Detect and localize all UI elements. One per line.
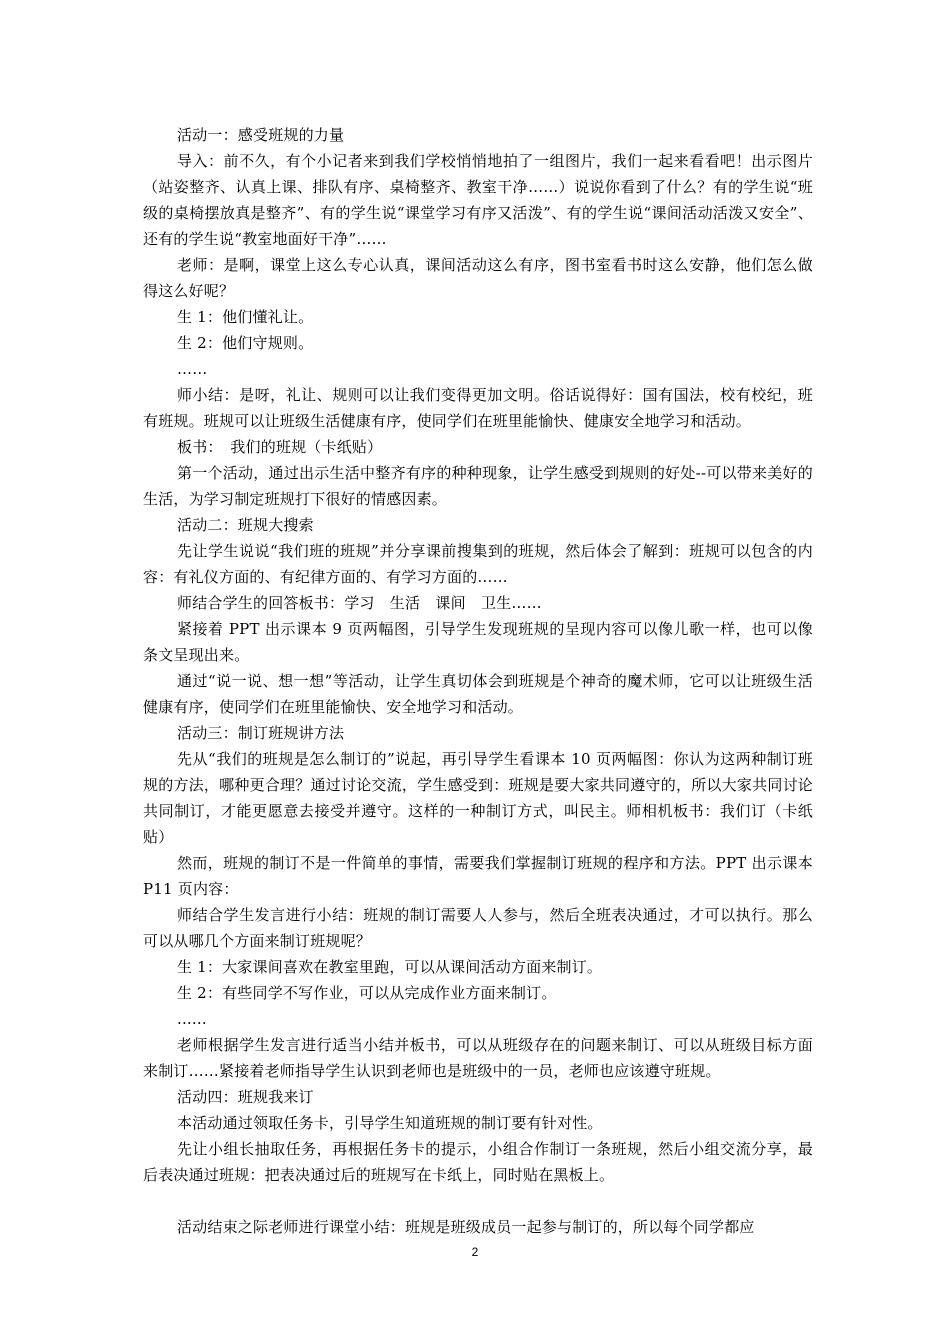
paragraph-teacher-question: 老师：是啊，课堂上这么专心认真，课间活动这么有序，图书室看书时这么安静，他们怎么做得这么好呢？ [143,256,813,300]
paragraph-ellipsis: …… [177,360,208,378]
heading-activity-4: 活动四：班规我来订 [177,1088,314,1106]
paragraph-intro: 导入：前不久，有个小记者来到我们学校悄悄地拍了一组图片，我们一起来看看吧！出示图片（站姿整齐、认真上课、排队有序、桌椅整齐、教室干净……）说说你看到了什么？有的学生说“班级的桌椅摆放真是整齐”、有的学生说“课堂学习有序又活泼”、有的学生说“课间活动活泼又安全”、还有的学生说“教室地面好干净”…… [143,152,813,248]
paragraph-teacher-summary: 师小结：是呀，礼让、规则可以让我们变得更加文明。俗话说得好：国有国法，校有校纪，班有班规。班规可以让班级生活健康有序，使同学们在班里能愉快、健康安全地学习和活动。 [143,386,813,430]
paragraph-teacher-summary-2: 师结合学生发言进行小结：班规的制订需要人人参与，然后全班表决通过，才可以执行。那么可以从哪几个方面来制订班规呢？ [143,906,813,950]
heading-activity-2: 活动二：班规大搜索 [177,516,314,534]
paragraph-task-card: 本活动通过领取任务卡，引导学生知道班规的制订要有针对性。 [177,1114,603,1132]
blank-line [143,1188,813,1214]
page-number: 2 [471,1245,479,1259]
paragraph-student-2: 生 2：他们守规则。 [177,334,314,352]
heading-activity-1: 活动一：感受班规的力量 [177,126,345,144]
paragraph-ppt-page-9: 紧接着 PPT 出示课本 9 页两幅图，引导学生发现班规的呈现内容可以像儿歌一样，也可以像条文呈现出来。 [143,620,813,664]
paragraph-how-made: 先从“我们的班规是怎么制订的”说起，再引导学生看课本 10 页两幅图：你认为这两种制订班规的方法，哪种更合理？通过讨论交流，学生感受到：班规是要大家共同遵守的，所以大家共同讨论共同制订，才能更愿意去接受并遵守。这样的一种制订方式，叫民主。师相机板书：我们订（卡纸贴） [143,750,813,846]
paragraph-ppt-page-11: 然而，班规的制订不是一件简单的事情，需要我们掌握制订班规的程序和方法。PPT 出示课本 P11 页内容： [143,854,813,898]
paragraph-activity-1-reflection: 第一个活动，通过出示生活中整齐有序的种种现象，让学生感受到规则的好处--可以带来美好的生活，为学习制定班规打下很好的情感因素。 [143,464,813,508]
paragraph-magician: 通过“说一说、想一想”等活动，让学生真切体会到班规是个神奇的魔术师，它可以让班级生活健康有序，使同学们在班里能愉快、安全地学习和活动。 [143,672,813,716]
paragraph-student-1-b: 生 1：大家课间喜欢在教室里跑，可以从课间活动方面来制订。 [177,958,603,976]
document-body [143,122,813,1240]
paragraph-group-work: 先让小组长抽取任务，再根据任务卡的提示，小组合作制订一条班规，然后小组交流分享，最后表决通过班规：把表决通过后的班规写在卡纸上，同时贴在黑板上。 [143,1140,813,1184]
paragraph-student-1: 生 1：他们懂礼让。 [177,308,314,326]
paragraph-class-summary: 活动结束之际老师进行课堂小结：班规是班级成员一起参与制订的，所以每个同学都应 [177,1218,755,1236]
paragraph-class-rules-share: 先让学生说说“我们班的班规”并分享课前搜集到的班规，然后体会了解到：班规可以包含的内容：有礼仪方面的、有纪律方面的、有学习方面的…… [143,542,813,586]
paragraph-dots: ...... [177,1010,207,1028]
paragraph-blackboard-1: 板书： 我们的班规（卡纸贴） [177,438,383,456]
heading-activity-3: 活动三：制订班规讲方法 [177,724,345,742]
paragraph-blackboard-2: 师结合学生的回答板书：学习 生活 课间 卫生…… [177,594,542,612]
paragraph-teacher-board-summary: 老师根据学生发言进行适当小结并板书，可以从班级存在的问题来制订、可以从班级目标方面来制订……紧接着老师指导学生认识到老师也是班级中的一员，老师也应该遵守班规。 [143,1036,813,1080]
paragraph-student-2-b: 生 2：有些同学不写作业，可以从完成作业方面来制订。 [177,984,557,1002]
